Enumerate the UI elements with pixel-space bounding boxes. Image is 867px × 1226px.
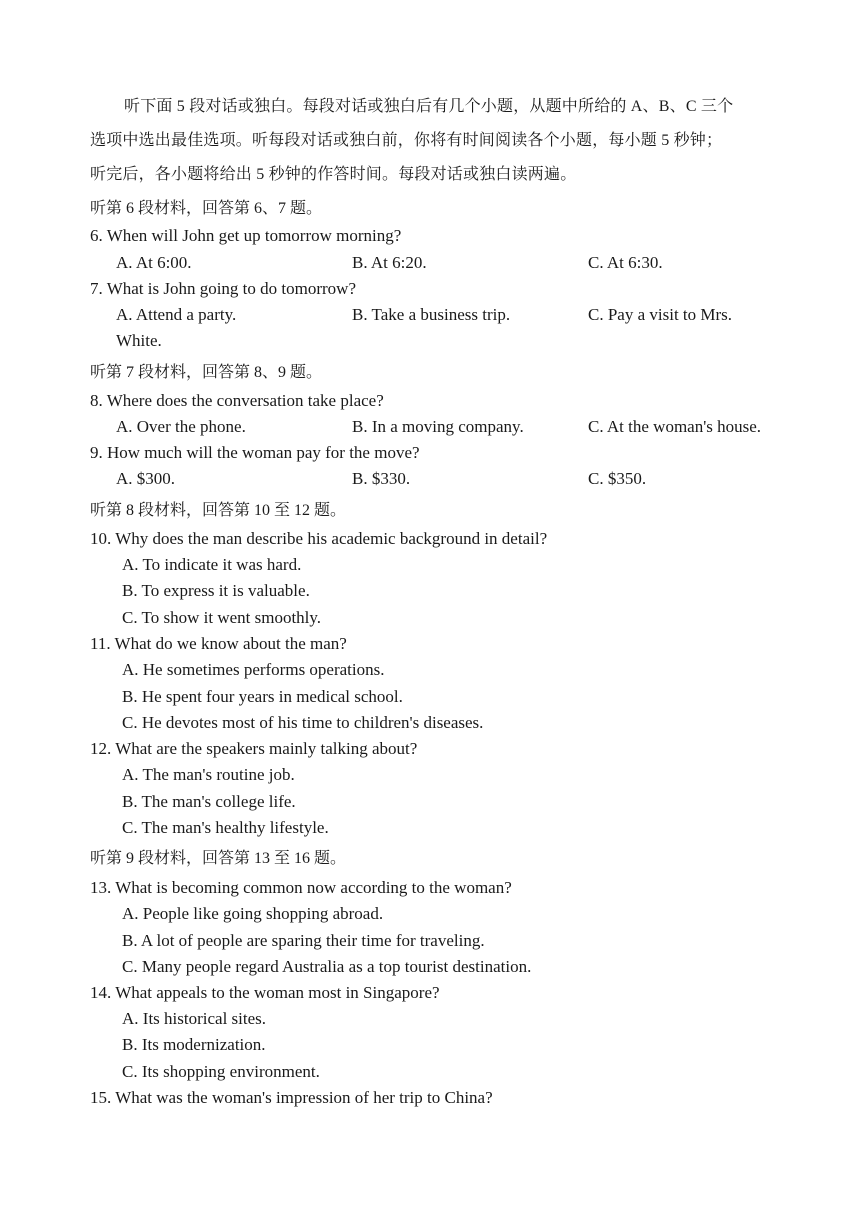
question-6-option-a: A. At 6:00. — [116, 253, 192, 272]
question-7-option-c-continued: White. — [116, 331, 162, 350]
question-12-stem: 12. What are the speakers mainly talking about? — [90, 739, 418, 758]
question-11-option-b: B. He spent four years in medical school. — [122, 687, 403, 706]
question-8-option-c: C. At the woman's house. — [588, 417, 762, 436]
question-14-stem: 14. What appeals to the woman most in Singapore? — [90, 983, 440, 1002]
question-12-option-c: C. The man's healthy lifestyle. — [122, 818, 329, 837]
question-8-option-a: A. Over the phone. — [116, 417, 246, 436]
section-header-8: 听第 8 段材料，回答第 10 至 12 题。 — [90, 502, 347, 519]
question-15-stem: 15. What was the woman's impression of her trip to China? — [90, 1088, 493, 1107]
question-7-option-b: B. Take a business trip. — [352, 305, 511, 324]
section-header-7: 听第 7 段材料，回答第 8、9 题。 — [90, 364, 323, 381]
question-11-stem: 11. What do we know about the man? — [90, 634, 347, 653]
question-10-option-c: C. To show it went smoothly. — [122, 608, 322, 627]
section-header-9: 听第 9 段材料，回答第 13 至 16 题。 — [90, 850, 347, 867]
question-14-option-b: B. Its modernization. — [122, 1035, 266, 1054]
question-6-option-c: C. At 6:30. — [588, 253, 663, 272]
question-7-stem: 7. What is John going to do tomorrow? — [90, 279, 356, 298]
question-9-option-a: A. $300. — [116, 469, 176, 488]
question-11-option-a: A. He sometimes performs operations. — [122, 660, 385, 679]
question-6-option-b: B. At 6:20. — [352, 253, 427, 272]
question-10-option-b: B. To express it is valuable. — [122, 581, 310, 600]
question-10-stem: 10. Why does the man describe his academic background in detail? — [90, 529, 548, 548]
question-7-option-c: C. Pay a visit to Mrs. — [588, 305, 733, 324]
question-12-option-a: A. The man's routine job. — [122, 765, 295, 784]
question-12-option-b: B. The man's college life. — [122, 792, 296, 811]
question-9-option-c: C. $350. — [588, 469, 647, 488]
question-14-option-c: C. Its shopping environment. — [122, 1062, 320, 1081]
question-11-option-c: C. He devotes most of his time to children's diseases. — [122, 713, 484, 732]
intro-line-1: 听下面 5 段对话或独白。每段对话或独白后有几个小题，从题中所给的 A、B、C 三个 — [124, 98, 734, 115]
section-header-6: 听第 6 段材料，回答第 6、7 题。 — [90, 200, 323, 217]
question-13-stem: 13. What is becoming common now according to the woman? — [90, 878, 512, 897]
question-13-option-b: B. A lot of people are sparing their time for traveling. — [122, 931, 485, 950]
question-8-stem: 8. Where does the conversation take place? — [90, 391, 384, 410]
question-14-option-a: A. Its historical sites. — [122, 1009, 267, 1028]
question-13-option-c: C. Many people regard Australia as a top tourist destination. — [122, 957, 532, 976]
intro-line-3: 听完后，各小题将给出 5 秒钟的作答时间。每段对话或独白读两遍。 — [90, 166, 577, 183]
question-13-option-a: A. People like going shopping abroad. — [122, 904, 384, 923]
question-10-option-a: A. To indicate it was hard. — [122, 555, 302, 574]
question-9-stem: 9. How much will the woman pay for the move? — [90, 443, 420, 462]
intro-line-2: 选项中选出最佳选项。听每段对话或独白前，你将有时间阅读各个小题，每小题 5 秒钟； — [90, 132, 723, 149]
question-8-option-b: B. In a moving company. — [352, 417, 524, 436]
question-9-option-b: B. $330. — [352, 469, 411, 488]
question-7-option-a: A. Attend a party. — [116, 305, 237, 324]
question-6-stem: 6. When will John get up tomorrow morning? — [90, 226, 402, 245]
